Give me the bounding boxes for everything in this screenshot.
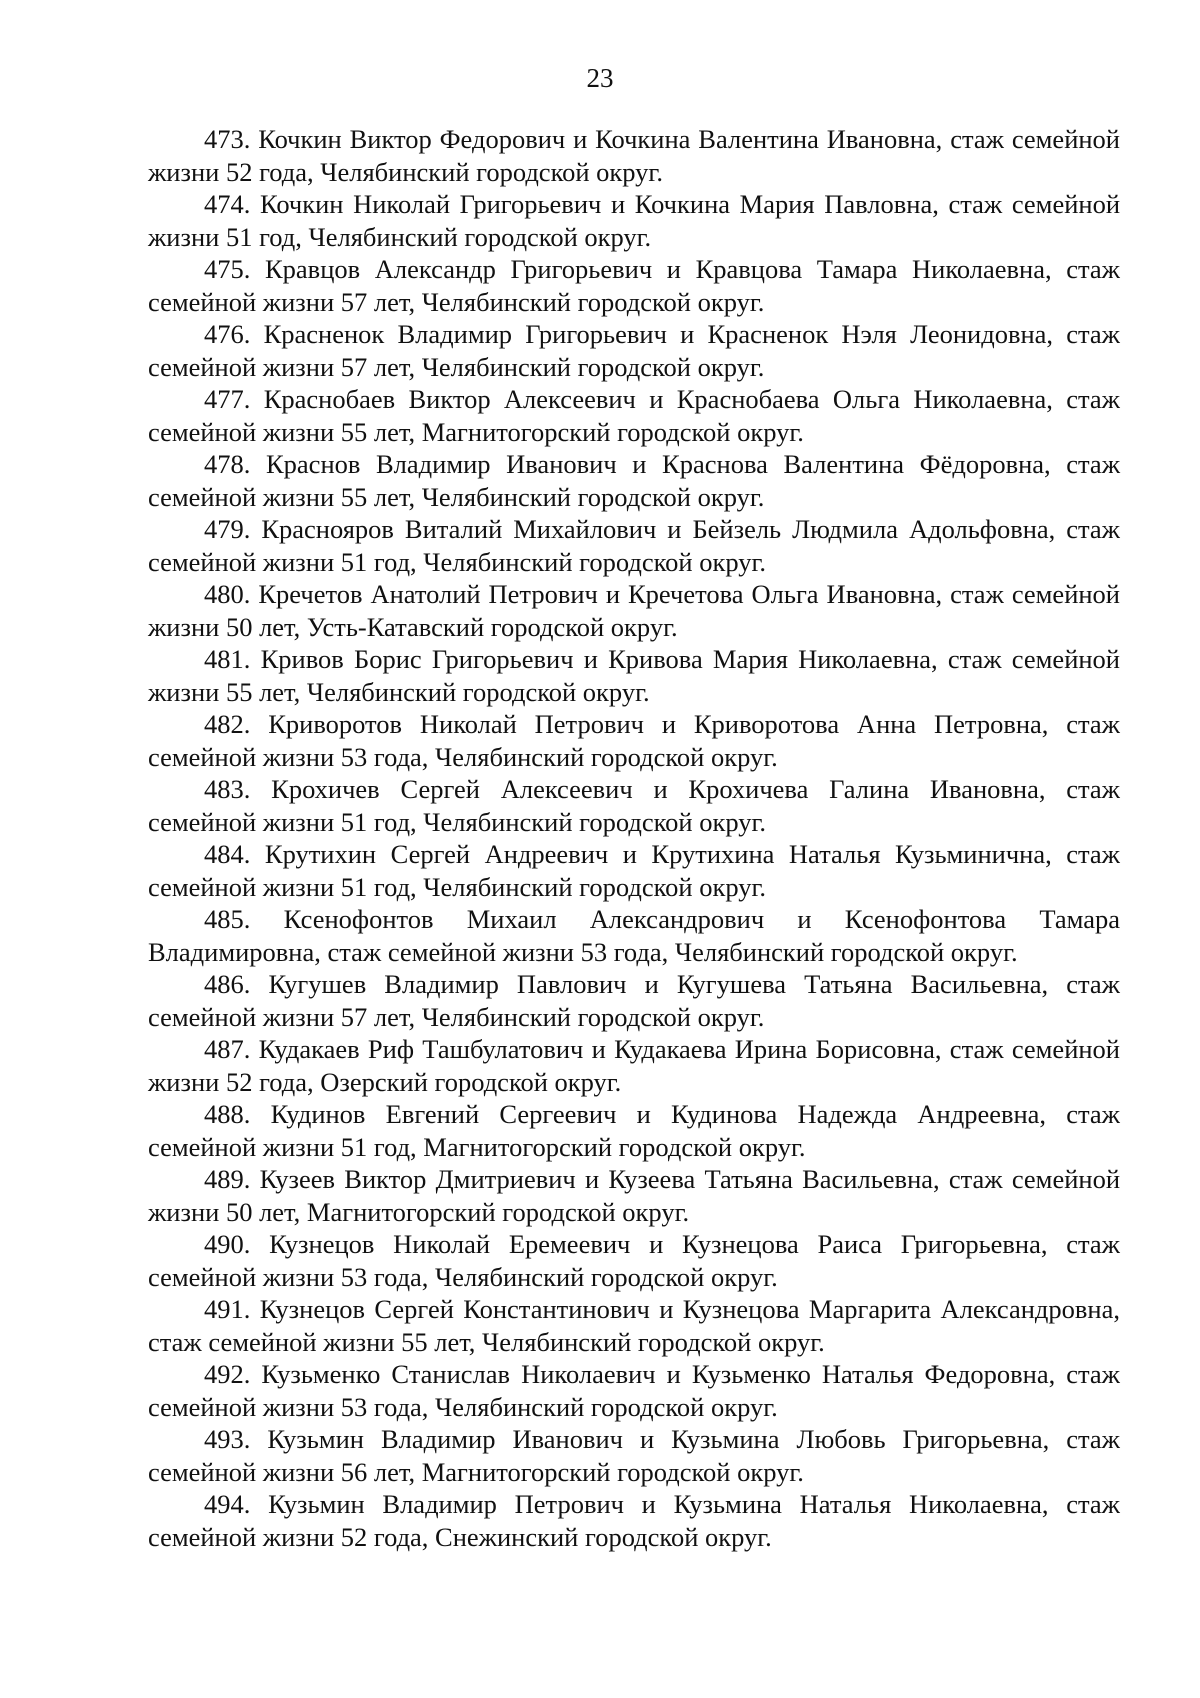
list-item: 492. Кузьменко Станислав Николаевич и Кузьменко Наталья Федоровна, стаж семейной жизни 53 года, Челябинский городской округ.: [148, 1359, 1120, 1422]
list-item: 483. Крохичев Сергей Алексеевич и Крохичева Галина Ивановна, стаж семейной жизни 51 год, Челябинский городской округ.: [148, 774, 1120, 837]
list-item: 487. Кудакаев Риф Ташбулатович и Кудакаева Ирина Борисовна, стаж семейной жизни 52 года, Озерский городской округ.: [148, 1034, 1120, 1097]
list-item: 473. Кочкин Виктор Федорович и Кочкина Валентина Ивановна, стаж семейной жизни 52 года, Челябинский городской округ.: [148, 124, 1120, 187]
entry-list: [148, 123, 1120, 1553]
list-item: 489. Кузеев Виктор Дмитриевич и Кузеева Татьяна Васильевна, стаж семейной жизни 50 лет, Магнитогорский городской округ.: [148, 1164, 1120, 1227]
list-item: 484. Крутихин Сергей Андреевич и Крутихина Наталья Кузьминична, стаж семейной жизни 51 год, Челябинский городской округ.: [148, 839, 1120, 902]
list-item: 486. Кугушев Владимир Павлович и Кугушева Татьяна Васильевна, стаж семейной жизни 57 лет, Челябинский городской округ.: [148, 969, 1120, 1032]
list-item: 479. Краснояров Виталий Михайлович и Бейзель Людмила Адольфовна, стаж семейной жизни 51 год, Челябинский городской округ.: [148, 514, 1120, 577]
list-item: 481. Кривов Борис Григорьевич и Кривова Мария Николаевна, стаж семейной жизни 55 лет, Челябинский городской округ.: [148, 644, 1120, 707]
list-item: 480. Кречетов Анатолий Петрович и Кречетова Ольга Ивановна, стаж семейной жизни 50 лет, Усть-Катавский городской округ.: [148, 579, 1120, 642]
list-item: 474. Кочкин Николай Григорьевич и Кочкина Мария Павловна, стаж семейной жизни 51 год, Челябинский городской округ.: [148, 189, 1120, 252]
list-item: 476. Красненок Владимир Григорьевич и Красненок Нэля Леонидовна, стаж семейной жизни 57 лет, Челябинский городской округ.: [148, 319, 1120, 382]
list-item: 482. Криворотов Николай Петрович и Криворотова Анна Петровна, стаж семейной жизни 53 года, Челябинский городской округ.: [148, 709, 1120, 772]
list-item: 485. Ксенофонтов Михаил Александрович и Ксенофонтова Тамара Владимировна, стаж семейной жизни 53 года, Челябинский городской округ.: [148, 904, 1120, 967]
list-item: 494. Кузьмин Владимир Петрович и Кузьмина Наталья Николаевна, стаж семейной жизни 52 года, Снежинский городской округ.: [148, 1489, 1120, 1552]
list-item: 477. Краснобаев Виктор Алексеевич и Краснобаева Ольга Николаевна, стаж семейной жизни 55 лет, Магнитогорский городской округ.: [148, 384, 1120, 447]
list-item: 478. Краснов Владимир Иванович и Краснова Валентина Фёдоровна, стаж семейной жизни 55 лет, Челябинский городской округ.: [148, 449, 1120, 512]
list-item: 490. Кузнецов Николай Еремеевич и Кузнецова Раиса Григорьевна, стаж семейной жизни 53 года, Челябинский городской округ.: [148, 1229, 1120, 1292]
list-item: 475. Кравцов Александр Григорьевич и Кравцова Тамара Николаевна, стаж семейной жизни 57 лет, Челябинский городской округ.: [148, 254, 1120, 317]
list-item: 488. Кудинов Евгений Сергеевич и Кудинова Надежда Андреевна, стаж семейной жизни 51 год, Магнитогорский городской округ.: [148, 1099, 1120, 1162]
page-number: 23: [586, 63, 614, 93]
list-item: 491. Кузнецов Сергей Константинович и Кузнецова Маргарита Александровна, стаж семейной жизни 55 лет, Челябинский городской округ.: [148, 1294, 1120, 1357]
list-item: 493. Кузьмин Владимир Иванович и Кузьмина Любовь Григорьевна, стаж семейной жизни 56 лет, Магнитогорский городской округ.: [148, 1424, 1120, 1487]
